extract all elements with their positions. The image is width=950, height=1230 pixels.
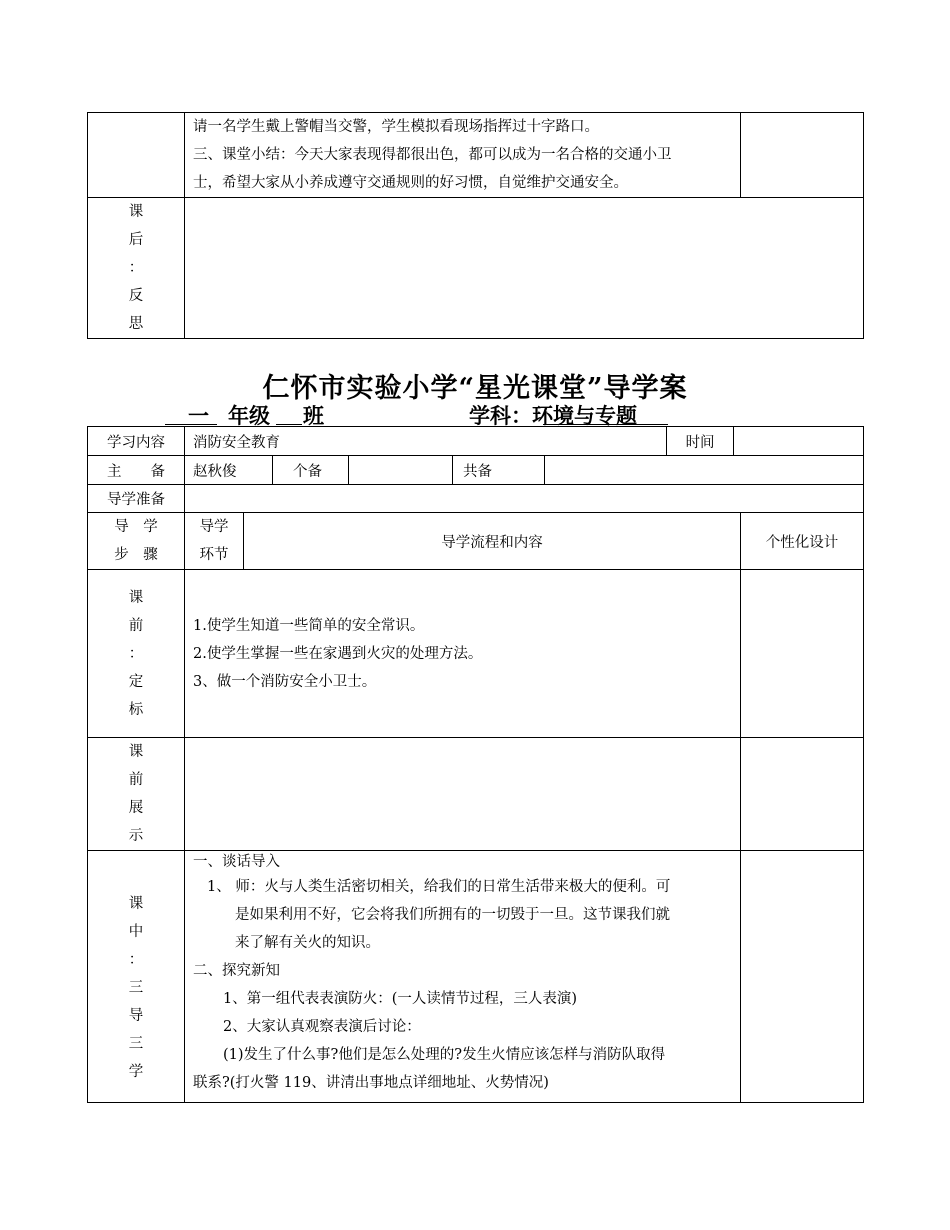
guide-prep-value xyxy=(185,485,864,513)
in-class-design xyxy=(741,851,864,1103)
guide-prep-label: 导学准备 xyxy=(88,485,185,513)
after-class-label: 课 后 ： 反 思 xyxy=(88,198,185,339)
top-content-cell xyxy=(185,113,741,198)
in-class-line-4: 来了解有关火的知识。 xyxy=(235,935,380,951)
top-line-3: 士，希望大家从小养成遵守交通规则的好习惯，自觉维护交通安全。 xyxy=(193,175,628,191)
in-class-line-9: 联系?(打火警 119、讲清出事地点详细地址、火势情况) xyxy=(193,1075,549,1091)
grade-number: 一 xyxy=(188,403,209,428)
shared-label: 共备 xyxy=(453,456,545,485)
subject-underline xyxy=(543,424,668,425)
prep-value: 赵秋俊 xyxy=(185,456,273,485)
class-label: 班 xyxy=(303,403,324,428)
grade-label: 年级 xyxy=(228,403,270,428)
in-class-line-7: 2、大家认真观察表演后讨论： xyxy=(223,1019,421,1035)
top-right-cell xyxy=(741,113,864,198)
class-underline xyxy=(276,424,302,425)
pre-class-line-1: 1.使学生知道一些简单的安全常识。 xyxy=(193,617,425,634)
section-header: 导学 环节 xyxy=(185,513,244,570)
main-table xyxy=(87,512,864,1103)
info-table xyxy=(87,426,864,513)
in-class-line-3: 是如果利用不好，它会将我们所拥有的一切毁于一旦。这节课我们就 xyxy=(235,907,670,923)
in-class-line-1: 一、谈话导入 xyxy=(193,854,280,870)
pre-class-content xyxy=(185,570,741,738)
individual-value xyxy=(349,456,453,485)
shared-value xyxy=(545,456,864,485)
content-value: 消防安全教育 xyxy=(185,427,667,456)
pre-class-line-2: 2.使学生掌握一些在家遇到火灾的处理方法。 xyxy=(193,645,483,662)
top-left-cell xyxy=(88,113,185,198)
individual-label: 个备 xyxy=(273,456,349,485)
subject-label: 学科：环境与专题 xyxy=(469,403,637,428)
content-label: 学习内容 xyxy=(88,427,185,456)
prep-label: 主 备 xyxy=(88,456,185,485)
pre-show-content xyxy=(185,738,741,851)
after-class-content xyxy=(185,198,864,339)
design-header: 个性化设计 xyxy=(741,513,864,570)
in-class-line-6: 1、第一组代表表演防火：(一人读情节过程，三人表演) xyxy=(223,991,578,1007)
pre-show-design xyxy=(741,738,864,851)
in-class-label: 课 中 ： 三 导 三 学 xyxy=(88,851,185,1103)
in-class-line-2: 1、 师：火与人类生活密切相关，给我们的日常生活带来极大的便利。可 xyxy=(207,879,671,895)
in-class-content xyxy=(185,851,741,1103)
top-line-1: 请一名学生戴上警帽当交警，学生模拟看现场指挥过十字路口。 xyxy=(193,119,599,135)
pre-show-label: 课 前 展 示 xyxy=(88,738,185,851)
page-title: 仁怀市实验小学“星光课堂”导学案 xyxy=(262,373,688,404)
time-label: 时间 xyxy=(667,427,734,456)
pre-class-design xyxy=(741,570,864,738)
top-line-2: 三、课堂小结：今天大家表现得都很出色，都可以成为一名合格的交通小卫 xyxy=(193,147,672,163)
grade-underline xyxy=(165,424,217,425)
pre-class-line-3: 3、做一个消防安全小卫士。 xyxy=(193,673,377,690)
top-table xyxy=(87,112,864,339)
pre-class-label: 课 前 ： 定 标 xyxy=(88,570,185,738)
process-header: 导学流程和内容 xyxy=(244,513,741,570)
in-class-line-5: 二、探究新知 xyxy=(193,963,280,979)
time-value xyxy=(734,427,864,456)
in-class-line-8: (1)发生了什么事?他们是怎么处理的?发生火情应该怎样与消防队取得 xyxy=(223,1047,666,1063)
steps-header: 导 学 步 骤 xyxy=(88,513,185,570)
